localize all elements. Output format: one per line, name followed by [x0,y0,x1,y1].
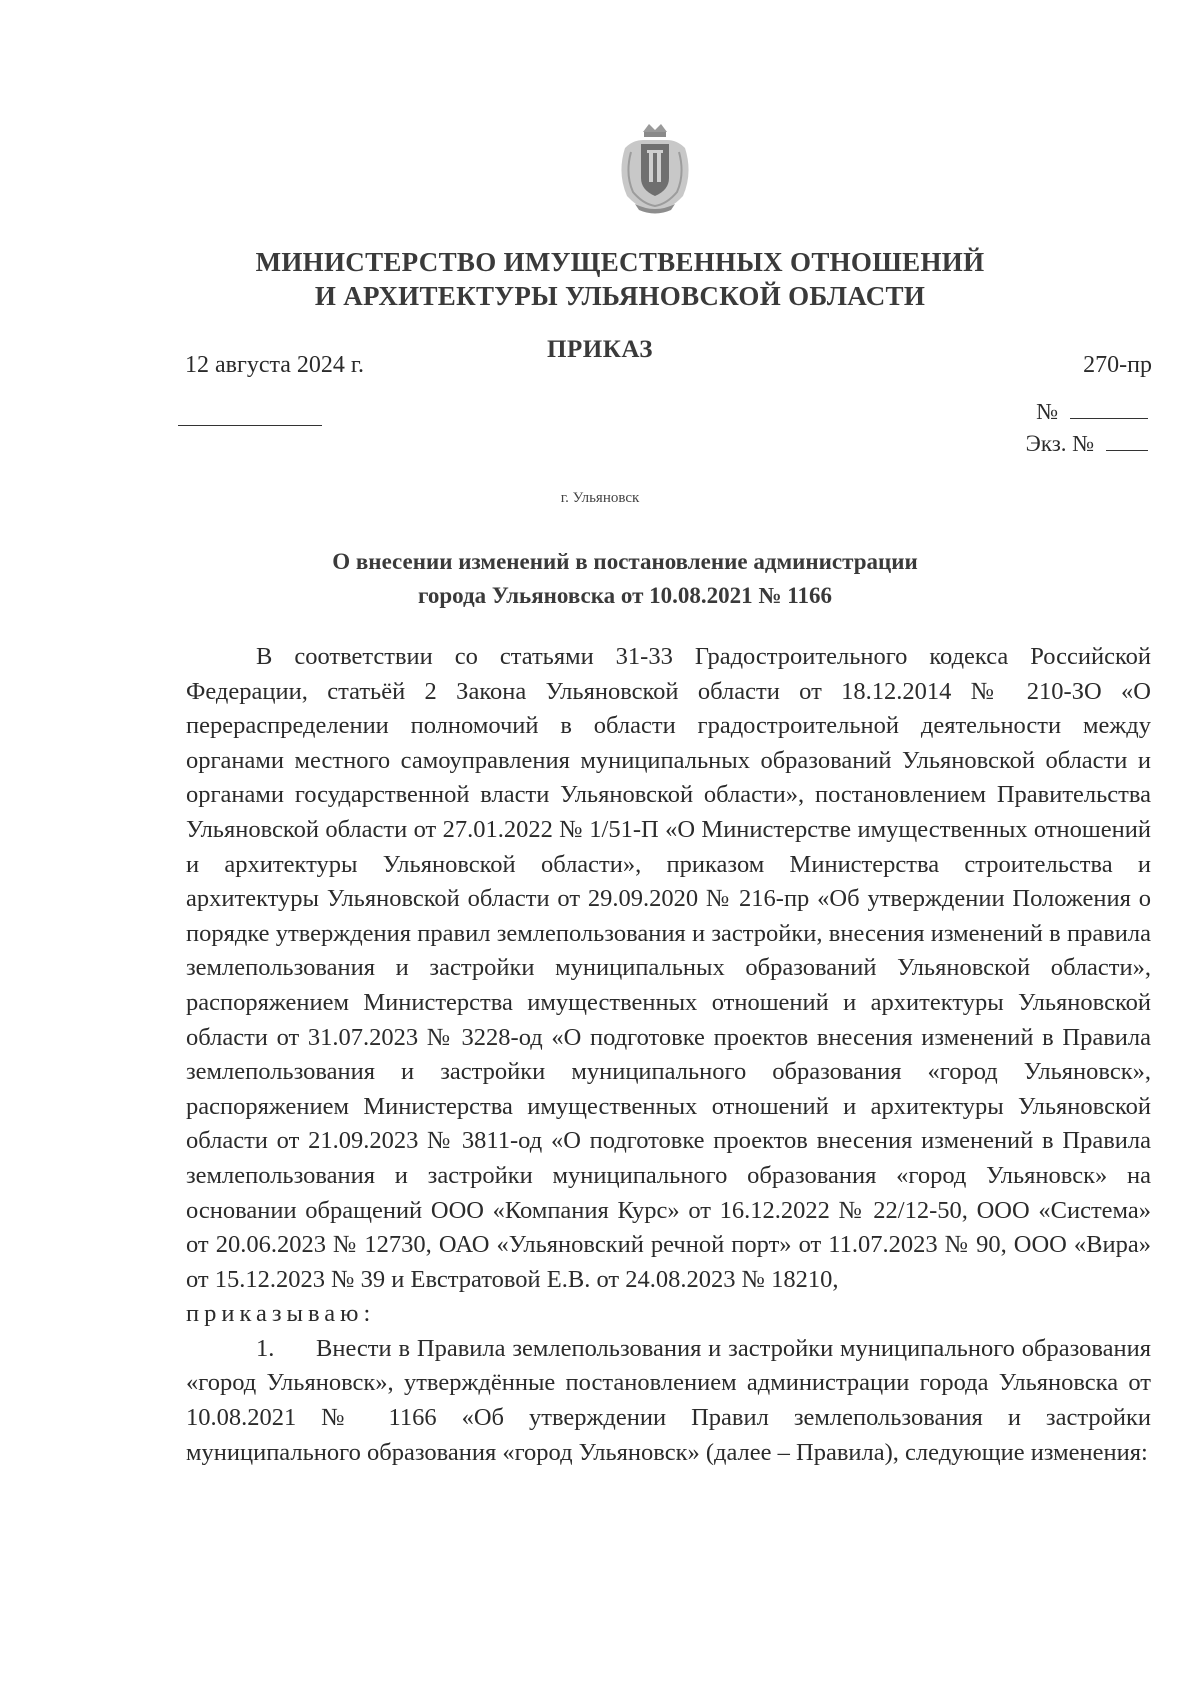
order-verb: приказываю: [186,1300,376,1328]
document-type: ПРИКАЗ [547,336,653,363]
copy-number-blank [1106,430,1148,451]
ministry-name [180,245,1060,313]
list-item [186,1332,1151,1470]
order-subject-line2: города Ульяновска от 10.08.2021 № 1166 [417,583,832,608]
order-body [186,640,1151,1470]
registration-number-label: № [1036,399,1059,424]
copy-number-field [1026,430,1148,457]
order-number: 270-пр [1083,352,1152,378]
order-subject [200,545,1050,613]
order-subject-line1: О внесении изменений в постановление администрации [332,549,918,574]
item-number: 1. [256,1334,275,1362]
date-signature-line [178,425,322,426]
preamble-paragraph: В соответствии со статьями 31-33 Градостроительного кодекса Российской Федерации, статьёй 2 Закона Ульяновской области от 18.12.2014 № 210-ЗО «О перераспределении полномочий в области градостроительной деятельности между органами местного самоуправления муниципальных образований Ульяновской области и органами государственной власти Ульяновской области», постановлением Правительства Ульяновской области от 27.01.2022 № 1/51-П «О Министерстве имущественных отношений и архитектуры Ульяновской области», приказом Министерства строительства и архитектуры Ульяновской области от 29.09.2020 № 216-пр «Об утверждении Положения о порядке утверждения правил землепользования и застройки, внесения изменений в правила землепользования и застройки муниципальных образований Ульяновской области», распоряжением Министерства имущественных отношений и архитектуры Ульяновской области от 31.07.2023 № 3228-од «О подготовке проектов внесения изменений в Правила землепользования и застройки муниципального образования «город Ульяновск», распоряжением Министерства имущественных отношений и архитектуры Ульяновской области от 21.09.2023 № 3811-од «О подготовке проектов внесения изменений в Правила землепользования и застройки муниципального образования «город Ульяновск» на основании обращений ООО «Компания Курс» от 16.12.2022 № 22/12-50, ООО «Система» от 20.06.2023 № 12730, ОАО «Ульяновский речной порт» от 11.07.2023 № 90, ООО «Вира» от 15.12.2023 № 39 и Евстратовой Е.В. от 24.08.2023 № 18210, [186,643,1151,1293]
registration-number-field [1036,398,1148,425]
city-of-issue: г. Ульяновск [560,490,640,506]
item-text: Внести в Правила землепользования и застройки муниципального образования «город Ульяновск», утверждённые постановлением администрации города Ульяновска от 10.08.2021 № 1166 «Об утверждении Правил землепользования и застройки муниципального образования «город Ульяновск» (далее – Правила), следующие изменения: [186,1334,1151,1466]
registration-number-blank [1070,398,1148,419]
copy-number-label: Экз. № [1025,431,1095,456]
coat-of-arms-icon [605,118,705,218]
ministry-name-line1: МИНИСТЕРСТВО ИМУЩЕСТВЕННЫХ ОТНОШЕНИЙ [255,247,985,277]
order-date: 12 августа 2024 г. [185,352,365,378]
ministry-name-line2: И АРХИТЕКТУРЫ УЛЬЯНОВСКОЙ ОБЛАСТИ [314,281,926,311]
